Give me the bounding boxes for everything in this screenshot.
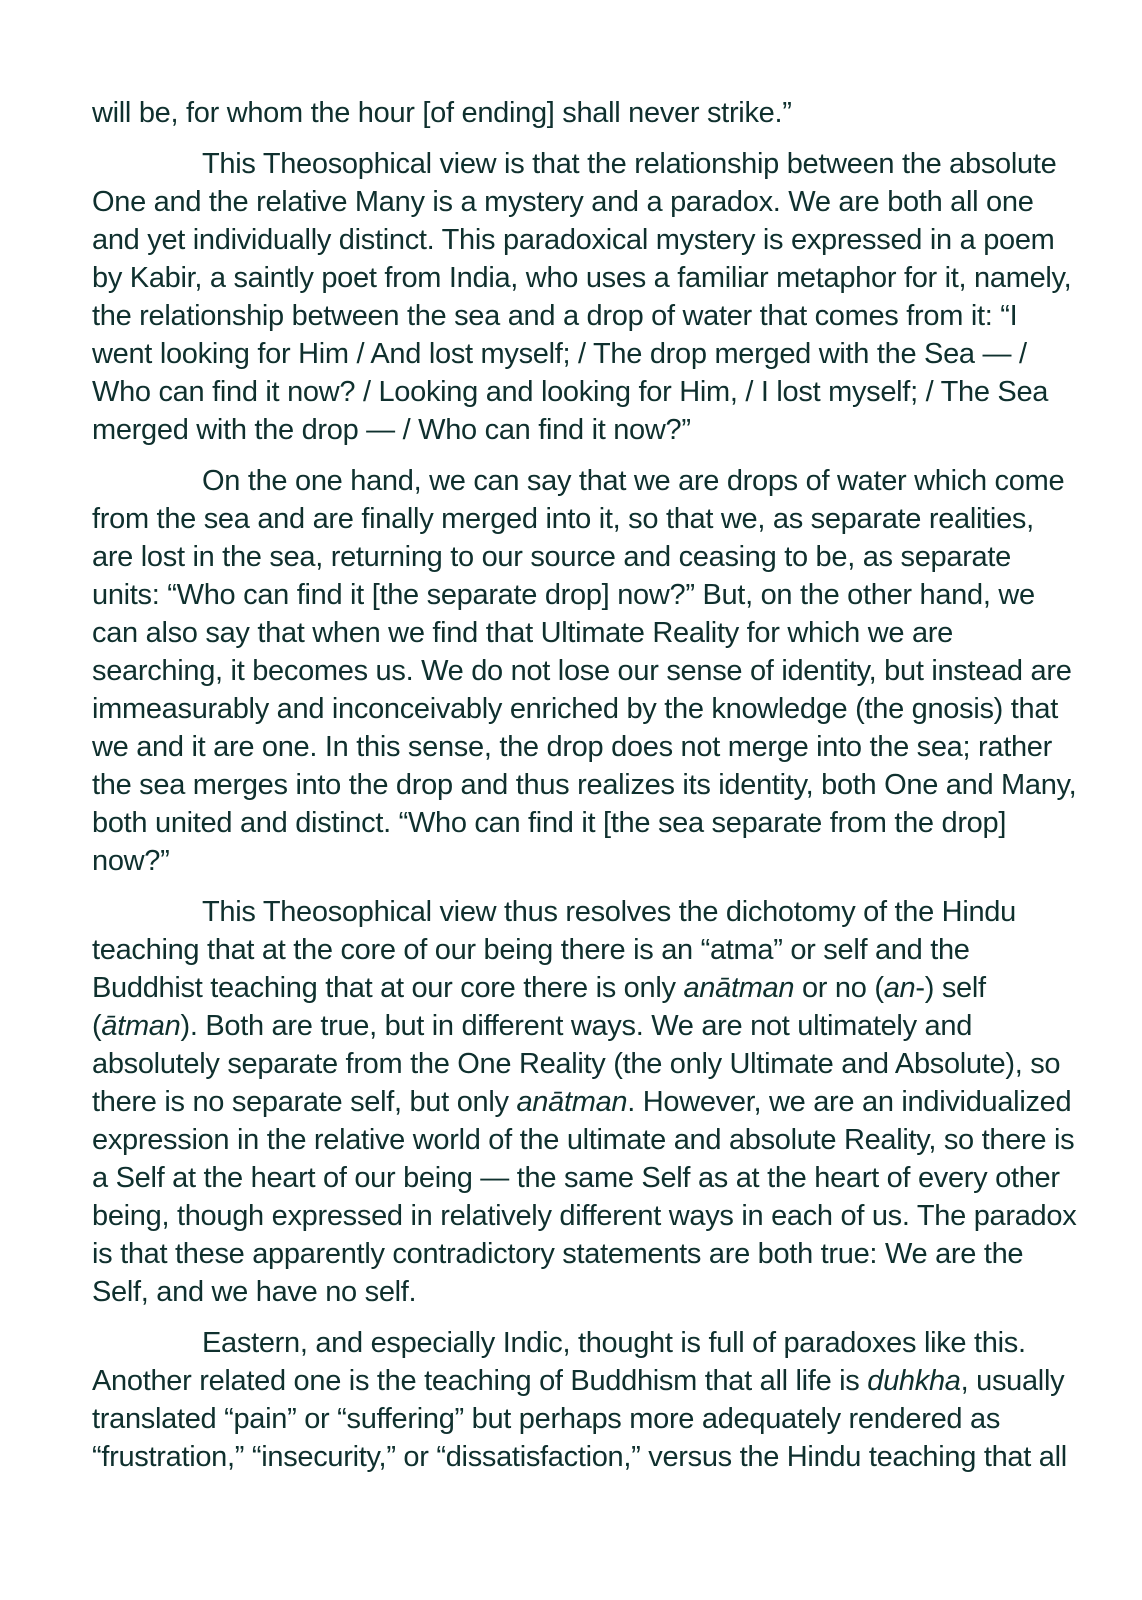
paragraph-2	[92, 145, 1142, 449]
text-line: now?”	[92, 845, 170, 877]
text-line: the relationship between the sea and a drop of water that comes from it: “I	[92, 300, 1018, 332]
paragraph-3	[92, 462, 1142, 880]
text-line: being, though expressed in relatively different ways in each of us. The paradox	[92, 1200, 1077, 1232]
text-line: units: “Who can find it [the separate drop] now?” But, on the other hand, we	[92, 579, 1035, 611]
text-line: is that these apparently contradictory statements are both true: We are the	[92, 1238, 1024, 1270]
text-line: translated “pain” or “suffering” but perhaps more adequately rendered as	[92, 1403, 1001, 1435]
text-line: went looking for Him / And lost myself; / The drop merged with the Sea — /	[92, 338, 1027, 370]
text-line: are lost in the sea, returning to our source and ceasing to be, as separate	[92, 541, 1011, 573]
text-line: “frustration,” “insecurity,” or “dissatisfaction,” versus the Hindu teaching that all	[92, 1441, 1067, 1473]
text-line: can also say that when we find that Ultimate Reality for which we are	[92, 617, 953, 649]
text-line: This Theosophical view thus resolves the dichotomy of the Hindu	[202, 896, 1016, 928]
paragraph-4	[92, 893, 1142, 1311]
text-line: Buddhist teaching that at our core there is only anātman or no (an-) self	[92, 972, 986, 1004]
text-line: and yet individually distinct. This paradoxical mystery is expressed in a poem	[92, 224, 1055, 256]
text-line: Eastern, and especially Indic, thought is full of paradoxes like this.	[202, 1327, 1026, 1359]
text-line: One and the relative Many is a mystery and a paradox. We are both all one	[92, 186, 1034, 218]
paragraph-5	[92, 1324, 1142, 1476]
text-line: Another related one is the teaching of Buddhism that all life is duhkha, usually	[92, 1365, 1065, 1397]
text-line: searching, it becomes us. We do not lose our sense of identity, but instead are	[92, 655, 1072, 687]
text-line: (ātman). Both are true, but in different ways. We are not ultimately and	[92, 1010, 973, 1042]
text-line: absolutely separate from the One Reality (the only Ultimate and Absolute), so	[92, 1048, 1061, 1080]
text-line: immeasurably and inconceivably enriched by the knowledge (the gnosis) that	[92, 693, 1058, 725]
text-line: expression in the relative world of the ultimate and absolute Reality, so there is	[92, 1124, 1075, 1156]
text-line: a Self at the heart of our being — the same Self as at the heart of every other	[92, 1162, 1060, 1194]
text-line: there is no separate self, but only anātman. However, we are an individualized	[92, 1086, 1072, 1118]
text-line: merged with the drop — / Who can find it now?”	[92, 414, 691, 446]
text-line: from the sea and are finally merged into it, so that we, as separate realities,	[92, 503, 1034, 535]
text-line: we and it are one. In this sense, the drop does not merge into the sea; rather	[92, 731, 1052, 763]
text-line: Self, and we have no self.	[92, 1276, 417, 1308]
text-line: by Kabir, a saintly poet from India, who uses a familiar metaphor for it, namely,	[92, 262, 1072, 294]
text-line: On the one hand, we can say that we are drops of water which come	[202, 465, 1065, 497]
text-line: This Theosophical view is that the relationship between the absolute	[202, 148, 1057, 180]
text-block	[92, 94, 1142, 1489]
text-line: will be, for whom the hour [of ending] shall never strike.”	[92, 97, 792, 129]
text-line: Who can find it now? / Looking and looking for Him, / I lost myself; / The Sea	[92, 376, 1049, 408]
paragraph-1	[92, 94, 1142, 132]
text-line: both united and distinct. “Who can find it [the sea separate from the drop]	[92, 807, 1007, 839]
text-line: the sea merges into the drop and thus realizes its identity, both One and Many,	[92, 769, 1077, 801]
text-line: teaching that at the core of our being there is an “atma” or self and the	[92, 934, 970, 966]
